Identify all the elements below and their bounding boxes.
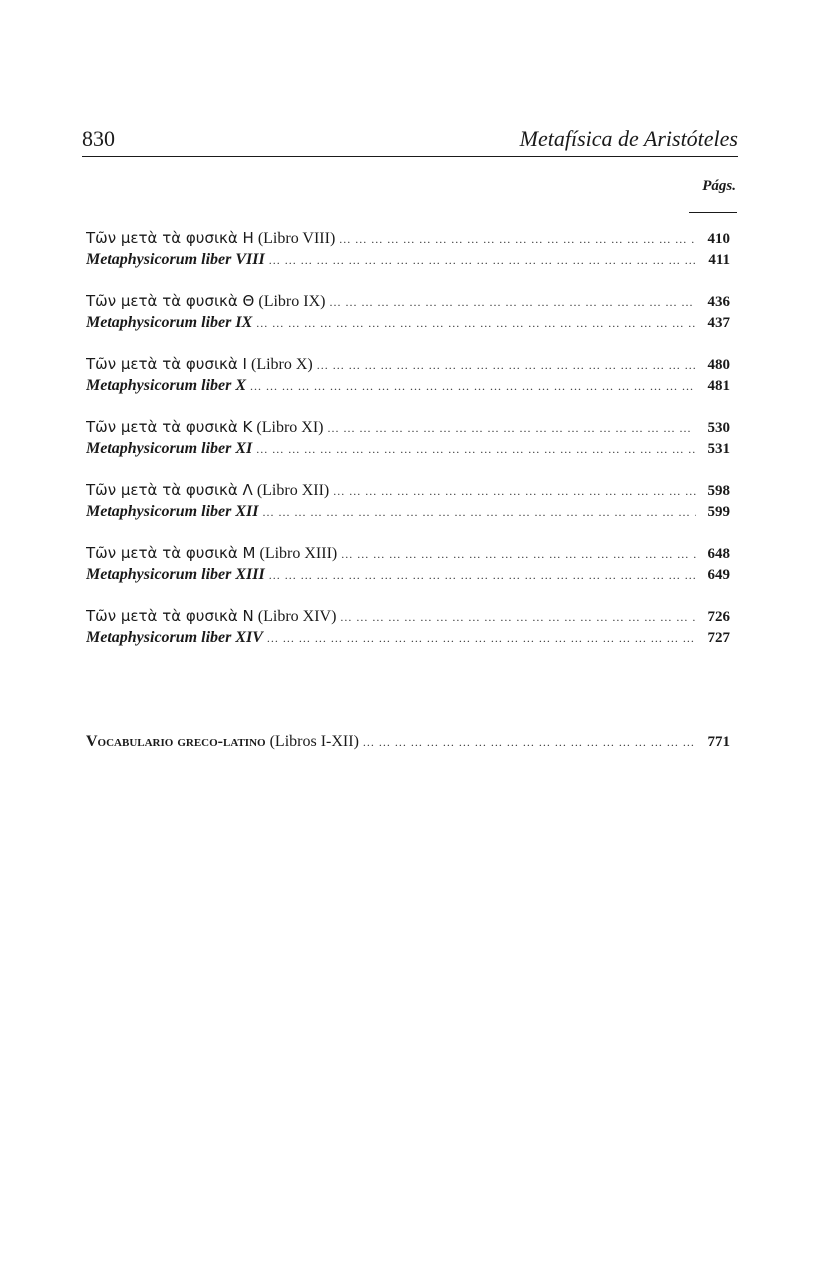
toc-line-latin[interactable] <box>86 501 730 522</box>
toc-line-latin[interactable] <box>86 627 730 648</box>
dot-leader <box>267 628 696 648</box>
page-ref: 771 <box>707 734 730 750</box>
page-ref: 531 <box>707 441 730 457</box>
toc-line-latin[interactable] <box>86 564 730 585</box>
page-ref: 410 <box>707 231 730 247</box>
page-number: 830 <box>82 126 115 151</box>
greek-title: Τῶν μετὰ τὰ φυσικὰ Μ <box>86 544 256 562</box>
dot-leader <box>262 502 696 522</box>
page-ref: 726 <box>707 609 730 625</box>
dot-leader <box>269 565 696 585</box>
dot-leader <box>269 250 696 270</box>
latin-title: Metaphysicorum liber XIII <box>86 566 265 583</box>
page-ref: 599 <box>707 504 730 520</box>
libro-label: (Libro VIII) <box>257 230 336 247</box>
toc-line-greek[interactable] <box>86 417 730 438</box>
dot-leader <box>340 607 696 627</box>
vocabulary-label: Vocabulario greco-latino <box>86 733 266 750</box>
toc-entry-book-13 <box>86 543 730 585</box>
libro-label: (Libro IX) <box>258 293 326 310</box>
greek-title: Τῶν μετὰ τὰ φυσικὰ Λ <box>86 481 253 499</box>
libro-label: (Libro XI) <box>256 419 324 436</box>
libro-label: (Libro XIV) <box>257 608 337 625</box>
page-ref: 727 <box>707 630 730 646</box>
toc-line-greek[interactable] <box>86 606 730 627</box>
toc-entry-book-11 <box>86 417 730 459</box>
pages-column-rule <box>689 212 737 213</box>
page-ref: 436 <box>707 294 730 310</box>
latin-title: Metaphysicorum liber XIV <box>86 629 263 646</box>
latin-title: Metaphysicorum liber VIII <box>86 251 265 268</box>
dot-leader <box>327 418 696 438</box>
vocabulary-entry <box>86 731 730 752</box>
greek-title: Τῶν μετὰ τὰ φυσικὰ Ι <box>86 355 247 373</box>
greek-title: Τῶν μετὰ τὰ φυσικὰ Ν <box>86 607 254 625</box>
page-ref: 598 <box>707 483 730 499</box>
dot-leader <box>341 544 696 564</box>
latin-title: Metaphysicorum liber X <box>86 377 247 394</box>
toc-line-greek[interactable] <box>86 228 730 249</box>
libro-label: (Libro X) <box>250 356 313 373</box>
toc-line-greek[interactable] <box>86 543 730 564</box>
dot-leader <box>256 439 696 459</box>
dot-leader <box>333 481 696 501</box>
dot-leader <box>329 292 696 312</box>
page-ref: 649 <box>707 567 730 583</box>
toc-entry-book-8 <box>86 228 730 270</box>
toc-entry-book-9 <box>86 291 730 333</box>
toc-entry-book-12 <box>86 480 730 522</box>
toc-line-vocabulary[interactable] <box>86 731 730 752</box>
page-ref: 411 <box>708 252 730 268</box>
page-ref: 530 <box>707 420 730 436</box>
toc-line-greek[interactable] <box>86 480 730 501</box>
table-of-contents <box>86 228 730 669</box>
page-ref: 648 <box>707 546 730 562</box>
toc-line-latin[interactable] <box>86 312 730 333</box>
toc-entry-book-14 <box>86 606 730 648</box>
page-ref: 437 <box>707 315 730 331</box>
running-title: Metafísica de Aristóteles <box>519 126 738 151</box>
toc-entry-book-10 <box>86 354 730 396</box>
pages-column-head: Págs. <box>702 178 736 194</box>
libro-label: (Libro XII) <box>256 482 330 499</box>
latin-title: Metaphysicorum liber XII <box>86 503 259 520</box>
toc-line-greek[interactable] <box>86 291 730 312</box>
toc-line-latin[interactable] <box>86 249 730 270</box>
greek-title: Τῶν μετὰ τὰ φυσικὰ Η <box>86 229 254 247</box>
dot-leader <box>250 376 696 396</box>
page-ref: 480 <box>707 357 730 373</box>
toc-line-latin[interactable] <box>86 438 730 459</box>
dot-leader <box>317 355 696 375</box>
libro-label: (Libro XIII) <box>259 545 338 562</box>
toc-line-greek[interactable] <box>86 354 730 375</box>
dot-leader <box>256 313 696 333</box>
greek-title: Τῶν μετὰ τὰ φυσικὰ Θ <box>86 292 255 310</box>
page-ref: 481 <box>707 378 730 394</box>
dot-leader <box>363 732 696 752</box>
latin-title: Metaphysicorum liber IX <box>86 314 253 331</box>
running-head <box>82 124 738 157</box>
toc-line-latin[interactable] <box>86 375 730 396</box>
vocabulary-detail: (Libros I-XII) <box>269 733 359 750</box>
latin-title: Metaphysicorum liber XI <box>86 440 253 457</box>
greek-title: Τῶν μετὰ τὰ φυσικὰ Κ <box>86 418 253 436</box>
dot-leader <box>339 229 696 249</box>
